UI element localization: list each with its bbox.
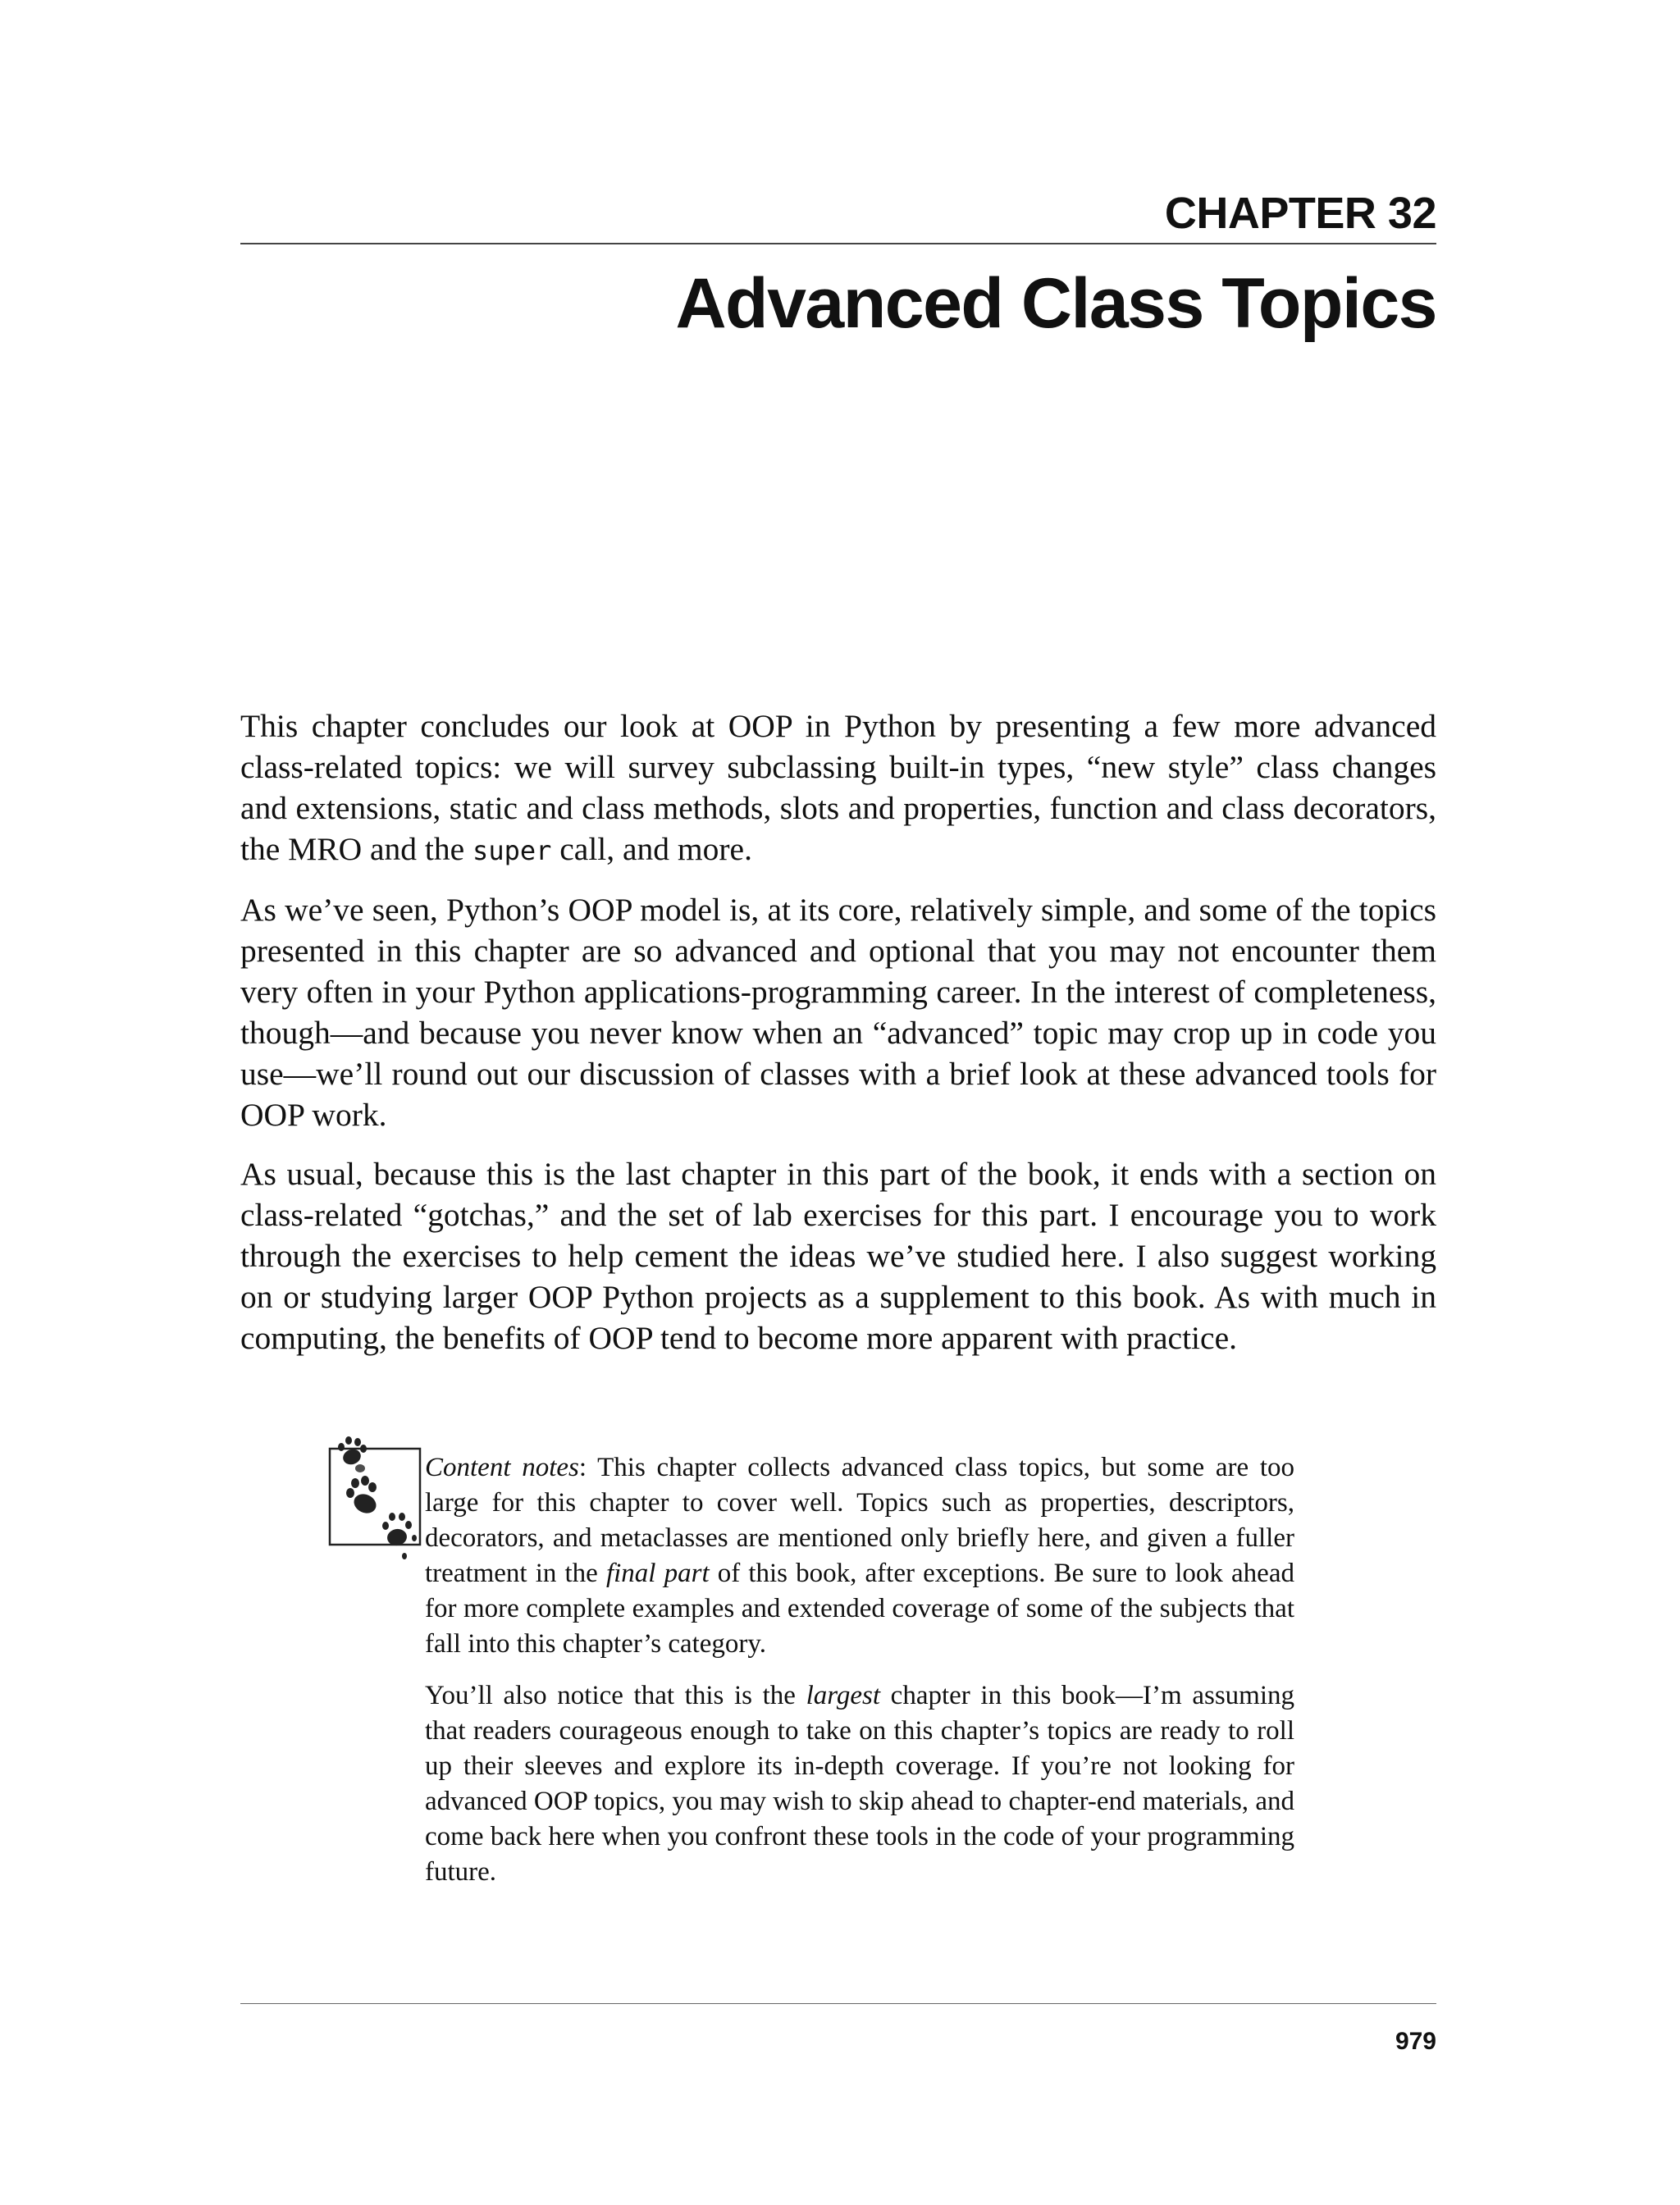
footer-rule <box>240 2003 1436 2004</box>
note-paragraph-2-text-a: You’ll also notice that this is the <box>425 1681 806 1710</box>
page-footer <box>240 2003 1436 2055</box>
note-paragraph-1 <box>425 1450 1294 1662</box>
note-emphasis-final-part: final part <box>605 1559 710 1588</box>
intro-paragraph-1-text-a: This chapter concludes our look at OOP in Python by presenting a few more advanced class-related topics: we will survey subclassing built-in types, “new style” class changes and extensions, static and class methods, slots and properties, function and class decorators, the MRO and the <box>240 708 1436 867</box>
intro-paragraph-2: As we’ve seen, Python’s OOP model is, at its core, relatively simple, and some of the topics presented in this chapter are so advanced and optional that you may not encounter them very often in your Python applications-programming career. In the interest of completeness, though—and because you never know when an “advanced” topic may crop up in code you use—we’ll round out our discussion of classes with a brief look at these advanced tools for OOP work. <box>240 892 1436 1133</box>
chapter-label: CHAPTER 32 <box>1164 189 1436 238</box>
intro-paragraph-1-text-b: call, and more. <box>551 831 752 867</box>
note-text <box>425 1450 1294 1906</box>
chapter-intro <box>240 705 1436 1376</box>
note-paragraph-1-text-b: of this book, after exceptions. Be sure to look ahead for more complete examples and extended coverage of some of the subjects that fall into this chapter’s category. <box>425 1559 1294 1659</box>
note-paragraph-2-text-b: chapter in this book—I’m assuming that readers courageous enough to take on this chapter’s topics are ready to roll up their sleeves and explore its in-depth coverage. If you’re not looking for advanced OOP topics, you may wish to skip ahead to chapter-end materials, and come back here when you confront these tools in the code of your programming future. <box>425 1681 1294 1887</box>
header-rule <box>240 243 1436 244</box>
page-number: 979 <box>1395 2028 1436 2055</box>
note-paragraph-1-text-a: : This chapter collects advanced class topics, but some are too large for this chapter to cover well. Topics such as properties, descriptors, decorators, and metaclasses are mentioned only briefly here, and given a fuller treatment in the <box>425 1453 1295 1588</box>
inline-code-super: super <box>472 835 552 866</box>
intro-paragraph-1 <box>240 705 1436 871</box>
note-label: Content notes <box>425 1453 579 1482</box>
note-emphasis-largest: largest <box>806 1681 881 1710</box>
intro-paragraph-3: As usual, because this is the last chapter in this part of the book, it ends with a section on class-related “gotchas,” and the set of lab exercises for this part. I encourage you to work through the exercises to help cement the ideas we’ve studied here. I also suggest working on or studying larger OOP Python projects as a supplement to this book. As with much in computing, the benefits of OOP tend to become more apparent with practice. <box>240 1156 1436 1356</box>
tip-paw-prints-icon <box>285 1429 424 1577</box>
chapter-title: Advanced Class Topics <box>675 264 1436 343</box>
note-paragraph-2 <box>425 1678 1294 1890</box>
